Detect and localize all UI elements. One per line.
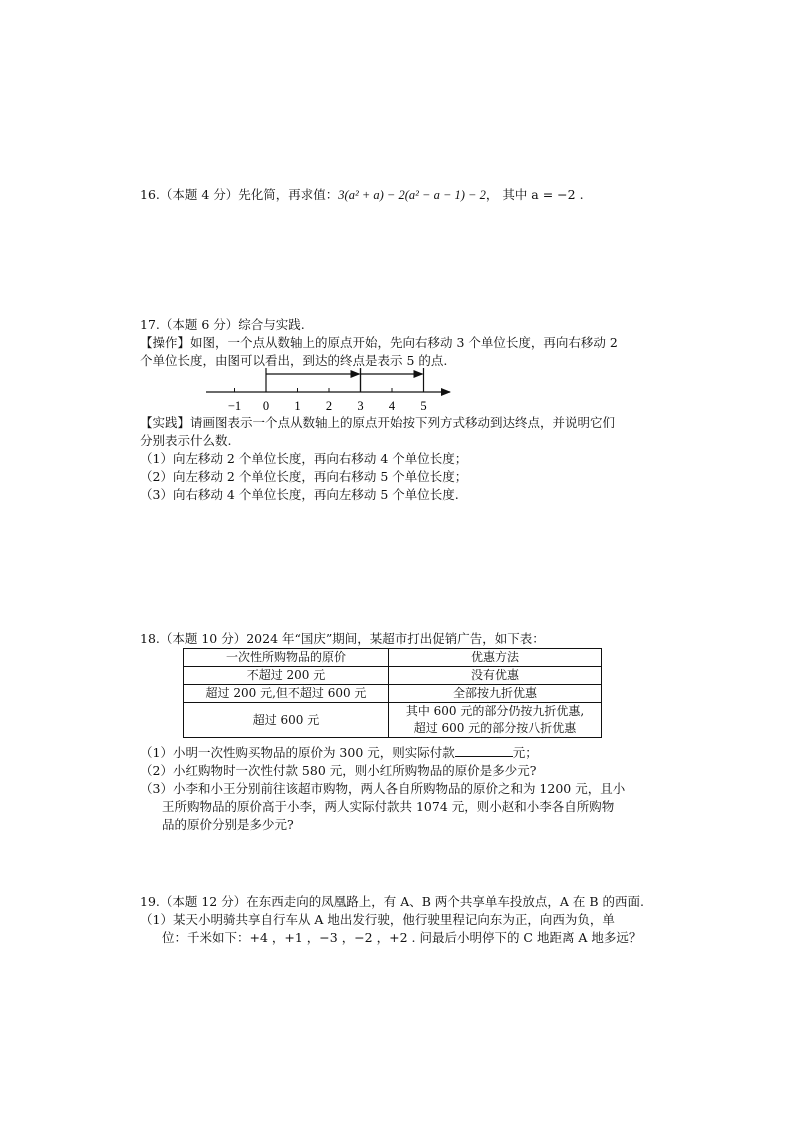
q16-condition: ， 其中 a = −2 . [485,187,584,202]
q17-head: 17.（本题 6 分）综合与实践. [140,317,305,332]
table-cell: 超过 600 元 [184,703,389,738]
q17-item-2: （2）向左移动 2 个单位长度，再向右移动 5 个单位长度； [140,469,468,484]
table-cell-line: 其中 600 元的部分仍按九折优惠, [405,704,585,718]
q17-operation-line2: 个单位长度，由图可以看出，到达的终点是表示 5 的点. [140,353,448,368]
table-cell: 超过 200 元,但不超过 600 元 [184,685,389,703]
q18-item-3-line1: （3）小李和小王分别前往该超市购物，两人各自所购物品的原价之和为 1200 元，且小 [140,781,626,796]
table-row [184,685,602,703]
table-header-row [184,649,602,667]
number-line-tick-label: 1 [294,399,301,413]
q18-head: 18.（本题 10 分）2024 年“国庆”期间，某超市打出促销广告，如下表： [140,631,545,646]
q16-head: 16.（本题 4 分）先化简，再求值： [140,187,339,202]
q17-item-3: （3）向右移动 4 个单位长度，再向左移动 5 个单位长度. [140,487,459,502]
table-row [184,667,602,685]
table-cell: 没有优惠 [389,667,602,685]
table-header-cell: 优惠方法 [389,649,602,667]
table-row [184,703,602,738]
number-line-tick-label: 3 [357,399,364,413]
q19-item-1-line1: （1）某天小明骑共享自行车从 A 地出发行驶，他行驶里程记向东为正，向西为负，单 [140,912,615,927]
q18-item-1-unit: 元； [512,745,538,760]
q18-item-2: （2）小红购物时一次性付款 580 元，则小红所购物品的原价是多少元? [140,763,537,778]
q19-item-1-line2: 位：千米如下：+4 ，+1 ，−3 ，−2 ，+2 . 问最后小明停下的 C 地距离 A 地多远？ [162,930,642,945]
q18-item-1-text: （1）小明一次性购买物品的原价为 300 元，则实际付款 [140,745,455,760]
number-line-tick-label: 5 [420,399,427,413]
table-cell-multiline [389,703,602,738]
q17-practice-line1: 【实践】请画图表示一个点从数轴上的原点开始按下列方式移动到达终点，并说明它们 [140,415,616,430]
number-line-tick-label: 4 [388,399,396,413]
promotion-table [183,648,602,738]
table-cell: 不超过 200 元 [184,667,389,685]
q19-head: 19.（本题 12 分）在东西走向的凤凰路上，有 A、B 两个共享单车投放点，A 在 B 的西面. [140,894,644,909]
q17-operation-line1: 【操作】如图，一个点从数轴上的原点开始，先向右移动 3 个单位长度，再向右移动 2 [140,335,618,350]
q16-expression: 3(a² + a) − 2(a² − a − 1) − 2 [338,188,486,202]
table-cell-line: 超过 600 元的部分按八折优惠 [413,721,577,735]
number-line-moves [266,368,424,392]
number-line-tick-label: 2 [325,399,333,413]
q18-item-3-line3: 品的原价分别是多少元? [162,817,294,832]
table-header-cell: 一次性所购物品的原价 [184,649,389,667]
q17-practice-line2: 分别表示什么数. [140,433,232,448]
q16-line [140,186,584,204]
q18-item-3-line2: 王所购物品的原价高于小李，两人实际付款共 1074 元，则小赵和小李各自所购物 [162,799,615,814]
number-line-tick-label: −1 [227,399,242,413]
number-line-figure [200,362,460,414]
number-line-tick-label: 0 [262,399,270,413]
q17-item-1: （1）向左移动 2 个单位长度，再向右移动 4 个单位长度； [140,451,468,466]
q18-item-1 [140,744,538,762]
table-cell: 全部按九折优惠 [389,685,602,703]
answer-blank[interactable] [455,744,513,757]
